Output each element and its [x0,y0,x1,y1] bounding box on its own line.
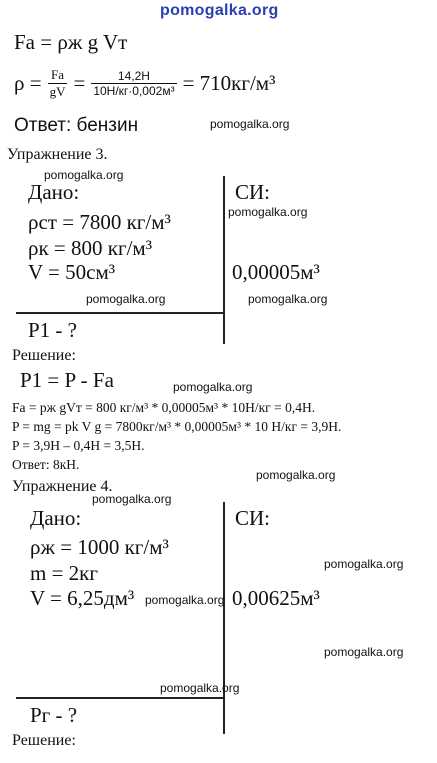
find-3: P1 - ? [28,318,77,342]
solution-label-3: Решение: [12,347,76,364]
watermark[interactable]: pomogalka.org [210,117,290,131]
watermark[interactable]: pomogalka.org [92,492,172,506]
given-volume-3: V = 50см³ [28,260,116,284]
find-4: Pг - ? [30,703,78,727]
watermark[interactable]: pomogalka.org [173,380,253,394]
exercise-4-heading: Упражнение 4. [12,478,113,495]
exercise-3-heading: Упражнение 3. [7,146,108,163]
given-label-4: Дано: [30,506,82,530]
watermark[interactable]: pomogalka.org [324,645,404,659]
buoyancy-formula: Fа = ρж g Vт [14,30,128,54]
solution-line-3: P = 3,9Н – 0,4Н = 3,5Н. [12,438,145,453]
watermark[interactable]: pomogalka.org [248,292,328,306]
values-numerator: 14,2H [91,69,176,84]
watermark[interactable]: pomogalka.org [44,168,124,182]
density-lhs: ρ = [14,70,42,95]
divider-horizontal-4 [16,697,223,699]
density-result: = 710кг/м³ [182,70,276,95]
given-rho-steel: ρст = 7800 кг/м³ [28,210,171,234]
watermark[interactable]: pomogalka.org [86,292,166,306]
watermark-top[interactable]: pomogalka.org [160,2,279,19]
si-label-4: СИ: [235,506,271,530]
given-label-3: Дано: [28,180,80,204]
density-values-fraction [91,69,176,98]
watermark[interactable]: pomogalka.org [256,468,336,482]
si-volume-4: 0,00625м³ [232,586,320,610]
density-fraction [48,67,68,100]
answer-3: Ответ: 8кН. [12,457,80,472]
si-volume-3: 0,00005м³ [232,260,320,284]
values-denominator: 10Н/кг·0,002м³ [93,83,175,98]
answer-1: Ответ: бензин [14,115,139,136]
given-volume-4: V = 6,25дм³ [30,586,135,610]
density-formula [14,63,275,103]
divider-vertical-4 [223,502,225,734]
solution-main-formula: P1 = P - Fа [20,368,114,392]
divider-horizontal-3 [16,312,223,314]
solution-line-2: P = mg = pk V g = 7800кг/м³ * 0,00005м³ * 10 Н/кг = 3,9Н. [12,419,342,434]
solution-label-4: Решение: [12,732,76,749]
watermark[interactable]: pomogalka.org [160,681,240,695]
si-label-3: СИ: [235,180,271,204]
given-rho-kerosene: ρк = 800 кг/м³ [28,236,153,260]
divider-vertical-3 [223,176,225,344]
watermark[interactable]: pomogalka.org [145,593,225,607]
solution-line-1: Fа = pж gVт = 800 кг/м³ * 0,00005м³ * 10Н/кг = 0,4Н. [12,400,316,415]
fraction-numerator: Fа [48,67,68,84]
watermark[interactable]: pomogalka.org [324,557,404,571]
density-equals: = [73,70,86,95]
given-rho-liquid: ρж = 1000 кг/м³ [30,535,169,559]
watermark[interactable]: pomogalka.org [228,205,308,219]
given-mass-4: m = 2кг [30,561,98,585]
fraction-denominator: gV [49,83,66,99]
